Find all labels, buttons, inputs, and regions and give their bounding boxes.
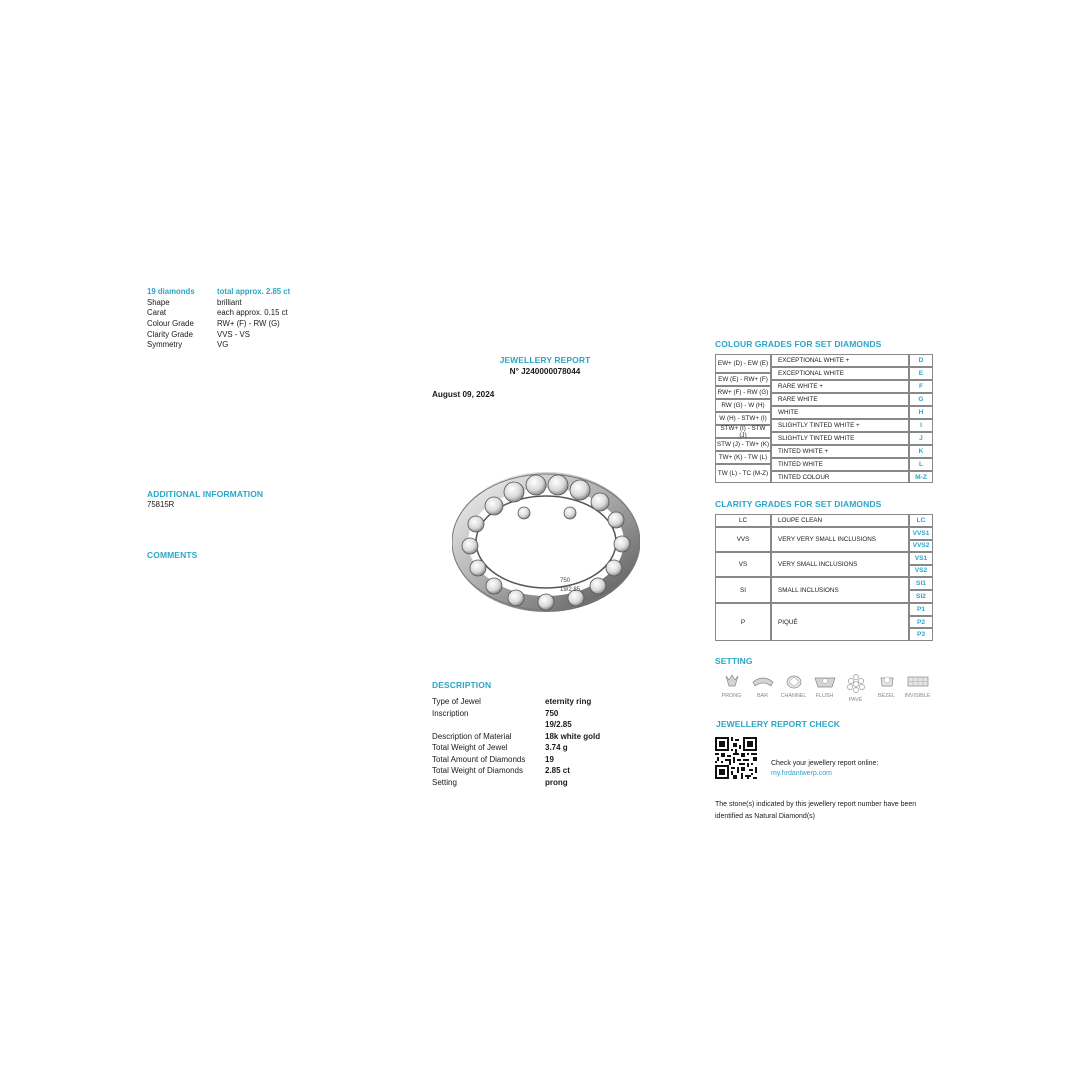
report-date: August 09, 2024 — [432, 390, 495, 399]
diamond-total: total approx. 2.85 ct — [217, 287, 291, 296]
setting-pave-label: PAVÉ — [848, 697, 863, 703]
clarity-code-cell: P3 — [909, 628, 933, 641]
colour-name-cell: TINTED WHITE + — [771, 445, 909, 458]
channel-setting-icon — [785, 672, 803, 690]
clarity-group-cell: LC — [715, 514, 771, 527]
clarity-code-cell: VS2 — [909, 565, 933, 578]
colour-code-cell: J — [909, 432, 933, 445]
setting-bar-label: BAR — [756, 693, 769, 699]
clarity-code-cell: VVS2 — [909, 540, 933, 553]
clarity-group-cell: VVS — [715, 527, 771, 552]
colour-group-cell: EW+ (D) - EW (E) — [715, 354, 771, 373]
colour-code-cell: G — [909, 393, 933, 406]
colour-grades-table — [715, 354, 933, 483]
bezel-setting-icon — [878, 672, 896, 690]
colour-grade-label: Colour Grade — [147, 319, 194, 329]
bar-setting-icon — [752, 672, 774, 690]
colour-group-cell: W (H) - STW+ (I) — [715, 412, 771, 425]
colour-grades-title: COLOUR GRADES FOR SET DIAMONDS — [715, 339, 882, 349]
clarity-name-cell: LOUPE CLEAN — [771, 514, 909, 527]
colour-name-cell: TINTED COLOUR — [771, 471, 909, 483]
colour-code-cell: K — [909, 445, 933, 458]
setting-prong-label: PRONG — [721, 693, 742, 699]
colour-group-cell: TW+ (K) - TW (L) — [715, 451, 771, 464]
colour-code-cell: E — [909, 367, 933, 380]
clarity-code-cell: VS1 — [909, 552, 933, 565]
setting-pave — [840, 672, 871, 703]
type-value: eternity ring — [545, 697, 592, 706]
additional-info-title: ADDITIONAL INFORMATION — [147, 489, 264, 499]
setting-label: Setting — [432, 777, 457, 787]
colour-group-cell: RW (G) - W (H) — [715, 399, 771, 412]
clarity-group-cell: VS — [715, 552, 771, 577]
colour-name-cell: RARE WHITE — [771, 393, 909, 406]
inscription-value-1: 750 — [545, 708, 559, 718]
setting-bezel-label: BEZEL — [877, 693, 896, 699]
diamond-amount-value: 19 — [545, 754, 554, 764]
qr-code[interactable] — [715, 737, 757, 779]
report-check-link[interactable]: my.hrdantwerp.com — [771, 770, 832, 777]
colour-name-cell: RARE WHITE + — [771, 380, 909, 393]
setting-prong — [716, 672, 747, 703]
description-table — [432, 696, 632, 788]
report-check-title: JEWELLERY REPORT CHECK — [716, 719, 841, 729]
material-label: Description of Material — [432, 731, 512, 741]
diamond-count: 19 diamonds — [147, 287, 195, 296]
prong-setting-icon — [723, 672, 741, 690]
shape-value: brilliant — [217, 297, 242, 307]
clarity-name-cell: VERY SMALL INCLUSIONS — [771, 552, 909, 577]
report-number: N° J240000078044 — [509, 367, 581, 376]
setting-flush — [809, 672, 840, 703]
ring-photo — [452, 470, 640, 612]
pave-setting-icon — [845, 672, 867, 694]
setting-channel — [778, 672, 809, 703]
setting-value: prong — [545, 777, 568, 787]
jewel-weight-label: Total Weight of Jewel — [432, 743, 508, 752]
carat-label: Carat — [147, 308, 167, 318]
natural-diamond-note-line-2: identified as Natural Diamond(s) — [715, 813, 815, 820]
setting-bar — [747, 672, 778, 703]
type-label: Type of Jewel — [432, 697, 481, 706]
flush-setting-icon — [814, 672, 836, 690]
clarity-group-cell: P — [715, 603, 771, 641]
clarity-grade-label: Clarity Grade — [147, 329, 193, 339]
shape-label: Shape — [147, 297, 170, 307]
description-title: DESCRIPTION — [432, 680, 492, 690]
jewel-weight-value: 3.74 g — [545, 743, 568, 752]
colour-group-cell: STW (J) - TW+ (K) — [715, 438, 771, 451]
invisible-setting-icon — [906, 672, 930, 690]
setting-bezel — [871, 672, 902, 703]
colour-code-cell: H — [909, 406, 933, 419]
clarity-name-cell: VERY VERY SMALL INCLUSIONS — [771, 527, 909, 552]
colour-name-cell: SLIGHTLY TINTED WHITE + — [771, 419, 909, 432]
ring-inscription-1: 750 — [560, 578, 571, 584]
colour-group-cell: STW+ (I) - STW (J) — [715, 425, 771, 438]
colour-code-cell: F — [909, 380, 933, 393]
clarity-grade-value: VVS - VS — [217, 329, 250, 339]
colour-code-cell: D — [909, 354, 933, 367]
clarity-code-cell: VVS1 — [909, 527, 933, 540]
diamond-weight-value: 2.85 ct — [545, 766, 570, 775]
diamond-amount-label: Total Amount of Diamonds — [432, 754, 526, 764]
setting-icons — [716, 672, 933, 703]
symmetry-value: VG — [217, 340, 229, 350]
ring-inscription-2: 19/2.85 — [560, 587, 581, 593]
setting-channel-label: CHANNEL — [780, 693, 807, 699]
clarity-name-cell: PIQUÉ — [771, 603, 909, 641]
diamond-weight-label: Total Weight of Diamonds — [432, 766, 524, 775]
report-check-text: Check your jewellery report online: — [771, 760, 879, 767]
natural-diamond-note-line-1: The stone(s) indicated by this jewellery report number have been — [715, 801, 917, 808]
colour-grade-value: RW+ (F) - RW (G) — [217, 319, 280, 329]
clarity-grades-table — [715, 514, 933, 641]
clarity-code-cell: SI2 — [909, 590, 933, 603]
material-value: 18k white gold — [545, 731, 601, 741]
comments-title: COMMENTS — [147, 550, 198, 560]
inscription-value-2: 19/2.85 — [545, 720, 572, 729]
colour-code-cell: L — [909, 458, 933, 471]
colour-name-cell: EXCEPTIONAL WHITE — [771, 367, 909, 380]
inscription-label: Inscription — [432, 708, 469, 718]
symmetry-label: Symmetry — [147, 340, 183, 350]
colour-name-cell: TINTED WHITE — [771, 458, 909, 471]
setting-flush-label: FLUSH — [815, 693, 834, 699]
colour-code-cell: M-Z — [909, 471, 933, 483]
inscription-label-2 — [432, 719, 545, 731]
clarity-grades-title: CLARITY GRADES FOR SET DIAMONDS — [715, 499, 882, 509]
setting-invisible — [902, 672, 933, 703]
setting-invisible-label: INVISIBLE — [904, 693, 931, 699]
clarity-group-cell: SI — [715, 577, 771, 603]
colour-group-cell: TW (L) - TC (M-Z) — [715, 464, 771, 483]
clarity-code-cell: P2 — [909, 616, 933, 629]
clarity-code-cell: P1 — [909, 603, 933, 616]
colour-code-cell: I — [909, 419, 933, 432]
additional-info-value: 75815R — [147, 500, 175, 509]
colour-group-cell: RW+ (F) - RW (G) — [715, 386, 771, 399]
setting-title: SETTING — [715, 656, 753, 666]
report-title: JEWELLERY REPORT — [499, 355, 591, 365]
clarity-code-cell: SI1 — [909, 577, 933, 590]
clarity-code-cell: LC — [909, 514, 933, 527]
colour-name-cell: EXCEPTIONAL WHITE + — [771, 354, 909, 367]
carat-value: each approx. 0.15 ct — [217, 308, 288, 318]
clarity-name-cell: SMALL INCLUSIONS — [771, 577, 909, 603]
diamond-summary — [147, 287, 347, 351]
colour-name-cell: SLIGHTLY TINTED WHITE — [771, 432, 909, 445]
colour-group-cell: EW (E) - RW+ (F) — [715, 373, 771, 386]
colour-name-cell: WHITE — [771, 406, 909, 419]
